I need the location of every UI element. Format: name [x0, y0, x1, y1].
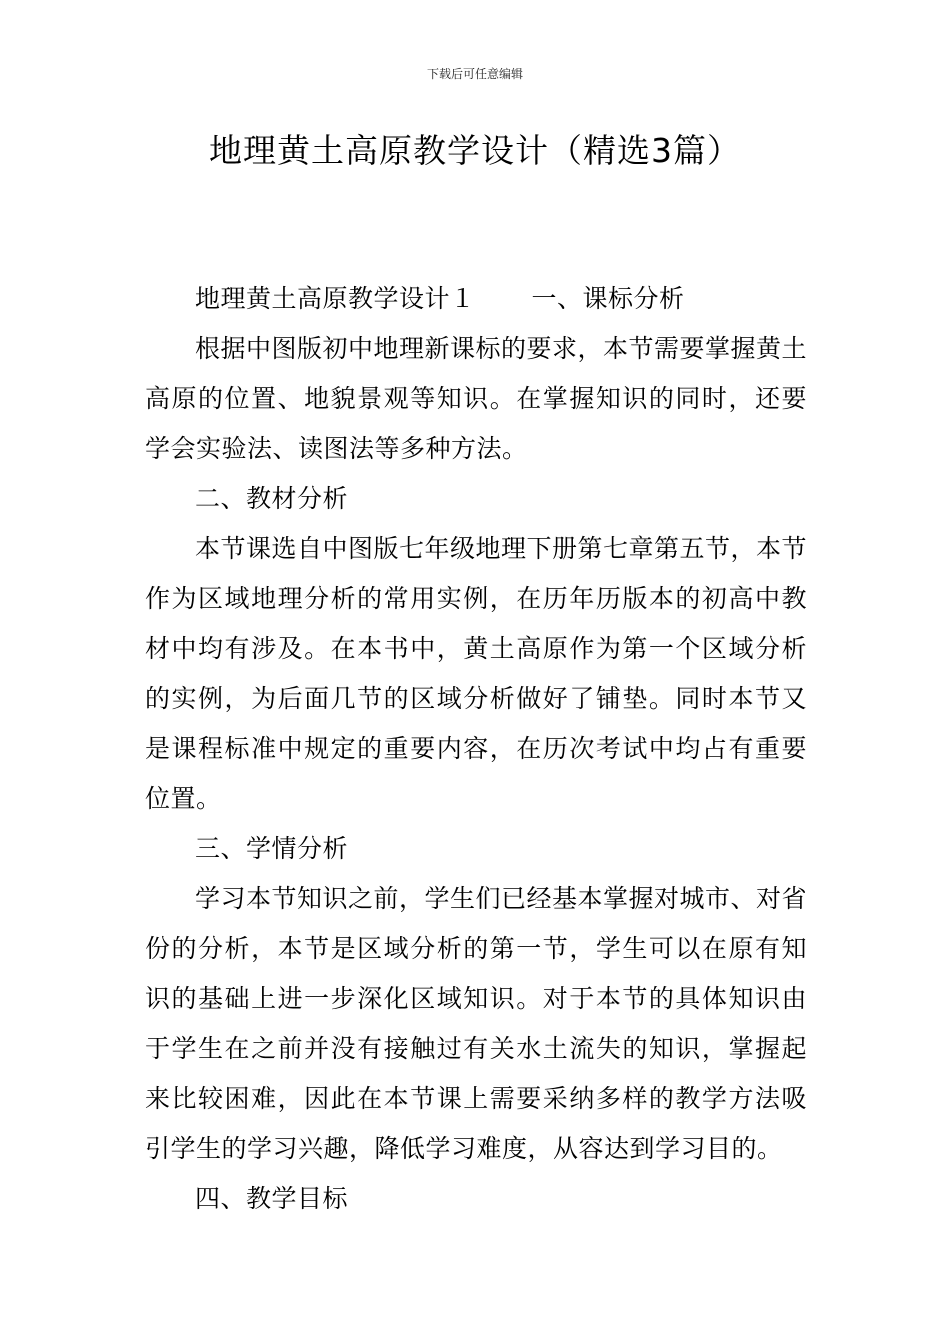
document-title: 地理黄土高原教学设计（精选3篇） [209, 131, 741, 170]
paragraph-students: 学习本节知识之前，学生们已经基本掌握对城市、对省份的分析，本节是区域分析的第一节，学生可以在原有知识的基础上进一步深化区域知识。对于本节的具体知识由于学生在之前并没有接触过有关水土流失的知识，掌握起来比较困难，因此在本节课上需要采纳多样的教学方法吸引学生的学习兴趣，降低学习难度，从容达到学习目的。 [145, 884, 808, 1163]
section-heading-curriculum: 一、课标分析 [531, 284, 685, 313]
section-intro-line [145, 274, 807, 324]
intro-label: 地理黄土高原教学设计１ [195, 284, 476, 313]
section-heading-textbook: 二、教材分析 [195, 484, 349, 513]
document-body [145, 274, 807, 1224]
section-heading-objectives: 四、教学目标 [195, 1184, 349, 1213]
paragraph-textbook: 本节课选自中图版七年级地理下册第七章第五节，本节作为区域地理分析的常用实例，在历年历版本的初高中教材中均有涉及。在本书中，黄土高原作为第一个区域分析的实例，为后面几节的区域分析做好了铺垫。同时本节又是课程标准中规定的重要内容，在历次考试中均占有重要位置。 [145, 534, 808, 813]
paragraph-curriculum: 根据中图版初中地理新课标的要求，本节需要掌握黄土高原的位置、地貌景观等知识。在掌握知识的同时，还要学会实验法、读图法等多种方法。 [145, 334, 808, 463]
header-note: 下载后可任意编辑 [426, 67, 523, 81]
section-heading-students: 三、学情分析 [195, 834, 349, 863]
